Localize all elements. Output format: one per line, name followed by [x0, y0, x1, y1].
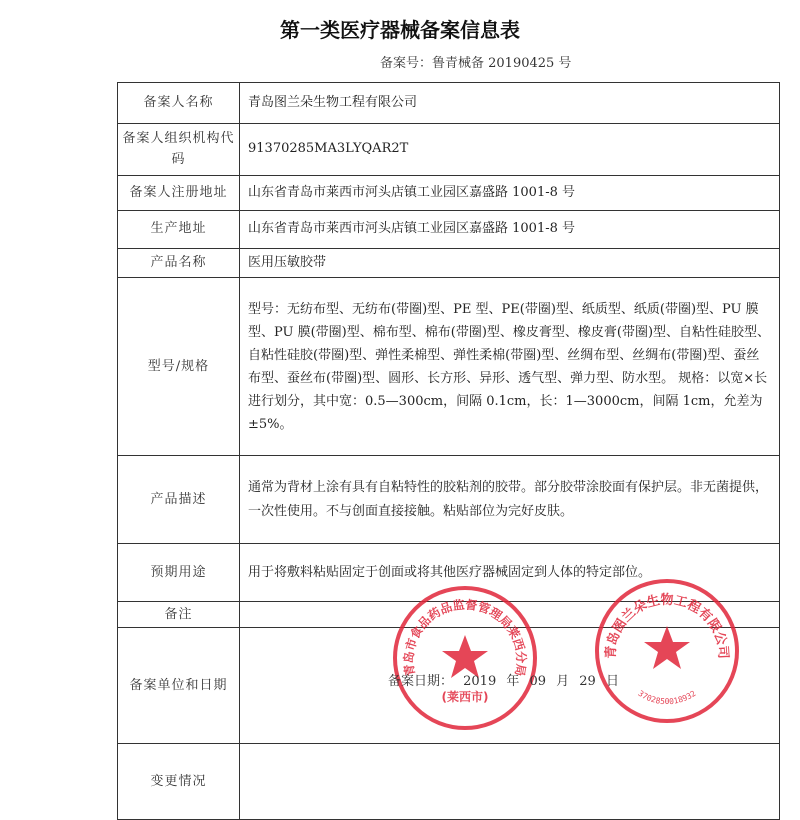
row-org-code: [118, 124, 780, 176]
row-reg-address: [118, 176, 780, 211]
filing-unit-label: 备案单位和日期: [118, 628, 240, 744]
row-prod-address: [118, 211, 780, 249]
star-icon: [644, 626, 690, 669]
company-seal-number: 3702850018932: [636, 688, 698, 707]
record-number: 备案号：鲁青械备 20190425 号: [380, 56, 572, 71]
row-change: [118, 744, 780, 820]
row-description: [118, 456, 780, 544]
change-label: 变更情况: [118, 744, 240, 820]
org-code-value: 91370285MA3LYQAR2T: [240, 124, 780, 176]
intended-use-label: 预期用途: [118, 544, 240, 602]
row-product-name: [118, 249, 780, 278]
bureau-seal-text: 青岛市食品药品监督管理局莱西分局: [401, 597, 529, 678]
filing-date: 备案日期： 2019 年 09 月 29 日: [388, 674, 619, 689]
prod-address-value: 山东省青岛市莱西市河头店镇工业园区嘉盛路 1001-8 号: [240, 211, 780, 249]
intended-use-value: 用于将敷料粘贴固定于创面或将其他医疗器械固定到人体的特定部位。: [240, 544, 780, 602]
reg-address-value: 山东省青岛市莱西市河头店镇工业园区嘉盛路 1001-8 号: [240, 176, 780, 211]
bureau-seal-subtext: (莱西市): [441, 690, 489, 704]
description-label: 产品描述: [118, 456, 240, 544]
model-spec-label: 型号/规格: [118, 278, 240, 456]
change-value: [240, 744, 780, 820]
model-spec-value: 型号：无纺布型、无纺布(带圈)型、PE 型、PE(带圈)型、纸质型、纸质(带圈)型、PU 膜型、PU 膜(带圈)型、棉布型、棉布(带圈)型、橡皮膏型、橡皮膏(带圈)型、自粘性硅胶型、自粘性硅胶(带圈)型、弹性柔棉型、弹性柔棉(带圈)型、丝绸布型、丝绸布(带圈)型、蚕丝布型、蚕丝布(带圈)型、圆形、长方形、异形、透气型、弹力型、防水型。 规格：以宽×长进行划分，其中宽：0.5—300cm，间隔 0.1cm，长：1—3000cm，间隔 1cm，允差为±5%。: [240, 278, 780, 456]
product-name-value: 医用压敏胶带: [240, 249, 780, 278]
filer-name-label: 备案人名称: [118, 83, 240, 124]
row-model-spec: [118, 278, 780, 456]
product-name-label: 产品名称: [118, 249, 240, 278]
remarks-label: 备注: [118, 602, 240, 628]
org-code-label: 备案人组织机构代码: [118, 124, 240, 176]
bureau-seal: [390, 583, 540, 733]
row-filer-name: [118, 83, 780, 124]
company-seal: [592, 576, 742, 726]
company-seal-text: 青岛图兰朵生物工程有限公司: [603, 592, 731, 660]
prod-address-label: 生产地址: [118, 211, 240, 249]
reg-address-label: 备案人注册地址: [118, 176, 240, 211]
document-title: 第一类医疗器械备案信息表: [280, 18, 520, 42]
filer-name-value: 青岛图兰朵生物工程有限公司: [240, 83, 780, 124]
description-value: 通常为背材上涂有具有自粘特性的胶粘剂的胶带。部分胶带涂胶面有保护层。非无菌提供，一次性使用。不与创面直接接触。粘贴部位为完好皮肤。: [240, 456, 780, 544]
